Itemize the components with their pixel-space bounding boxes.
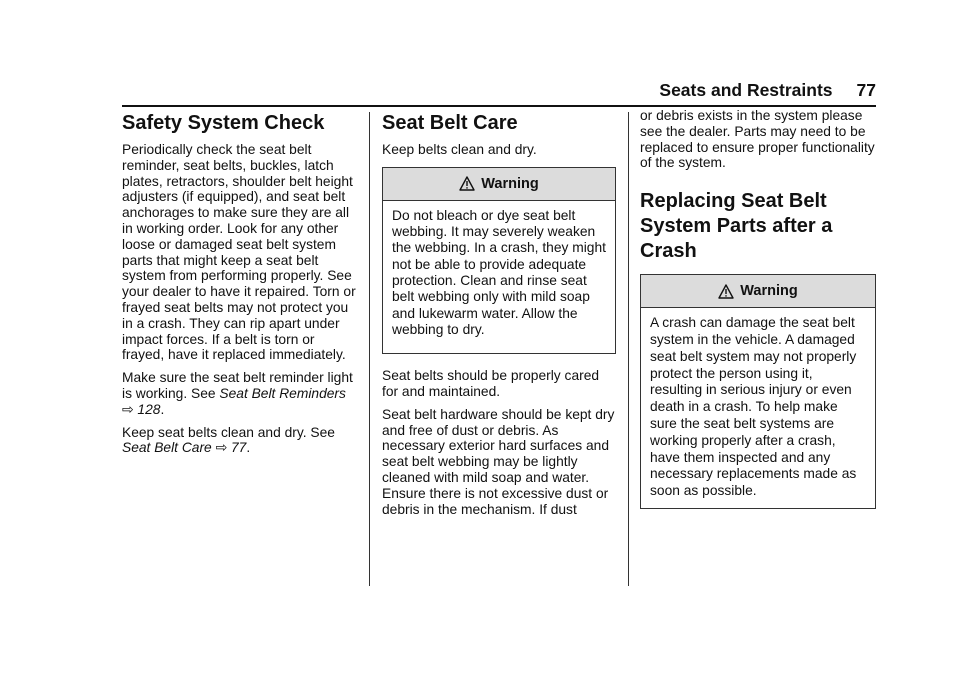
paragraph: or debris exists in the system please see the dealer. Parts may need to be replaced to ensure proper functionality of the system.	[640, 108, 875, 171]
page-ref-arrow-icon: ⇨	[211, 440, 231, 456]
page-header	[644, 80, 876, 101]
page-number: 77	[856, 80, 876, 100]
warning-text: Do not bleach or dye seat belt webbing. It may severely weaken the webbing. In a crash, they might not be able to provide adequate protection. Clean and rinse seat belt webbing only with mild soap and lukewarm water. Allow the webbing to dry.	[392, 207, 606, 337]
warning-box	[382, 167, 616, 354]
column-divider	[628, 112, 629, 586]
warning-triangle-icon	[459, 176, 475, 191]
paragraph-text: Keep seat belts clean and dry. See	[122, 424, 335, 440]
section-title: Seats and Restraints	[659, 80, 833, 100]
cross-reference-page[interactable]: 128	[137, 401, 161, 417]
section-heading: Seat Belt Care	[382, 112, 518, 134]
cross-reference-page[interactable]: 77	[230, 440, 247, 456]
column-3	[640, 108, 876, 523]
header-rule	[122, 105, 876, 107]
warning-triangle-icon	[718, 284, 734, 299]
page-ref-arrow-icon: ⇨	[122, 401, 138, 417]
paragraph-text: Make sure the seat belt reminder light is working. See	[122, 370, 353, 401]
column-1	[122, 110, 358, 463]
paragraph: Seat belt hardware should be kept dry and free of dust or debris. As necessary exterior hard surfaces and seat belt webbing may be lightly cleaned with mild soap and water. Ensure there is not excessive dust or debris in the mechanism. If dust	[382, 406, 615, 517]
section-heading: Safety System Check	[122, 112, 325, 134]
warning-body	[641, 308, 875, 508]
paragraph: Periodically check the seat belt reminder, seat belts, buckles, latch plates, retractors, shoulder belt height adjusters (if equipped), and seat belt anchorages to make sure they are all in working order. Look for any other loose or damaged seat belt system parts that might keep a seat belt system from performing properly. See your dealer to have it repaired. Torn or frayed seat belts may not protect you in a crash. They can rip apart under impact forces. If a belt is torn or frayed, have it replaced immediately.	[122, 142, 356, 363]
paragraph: Keep belts clean and dry.	[382, 142, 537, 157]
cross-reference-link[interactable]: Seat Belt Care	[122, 440, 212, 456]
warning-header	[641, 275, 875, 308]
cross-reference-link[interactable]: Seat Belt Reminders	[219, 385, 346, 401]
paragraph: Keep seat belts clean and dry. See Seat Belt Care ⇨ 77.	[122, 424, 335, 456]
warning-body	[383, 201, 615, 353]
section-heading: Replacing Seat Belt System Parts after a Crash	[640, 190, 833, 263]
warning-label: Warning	[740, 283, 798, 300]
warning-header	[383, 168, 615, 201]
warning-label: Warning	[481, 175, 539, 192]
warning-box	[640, 274, 876, 509]
column-2	[382, 110, 616, 524]
warning-text: A crash can damage the seat belt system in the vehicle. A damaged seat belt system may not properly protect the person using it, resulting in serious injury or even death in a crash. To help make sure the seat belt systems are working properly after a crash, have them inspected and any necessary replacements made as soon as possible.	[650, 315, 857, 499]
column-divider	[369, 112, 370, 586]
paragraph: Seat belts should be properly cared for and maintained.	[382, 368, 600, 399]
paragraph: Make sure the seat belt reminder light is working. See Seat Belt Reminders ⇨ 128.	[122, 370, 353, 417]
